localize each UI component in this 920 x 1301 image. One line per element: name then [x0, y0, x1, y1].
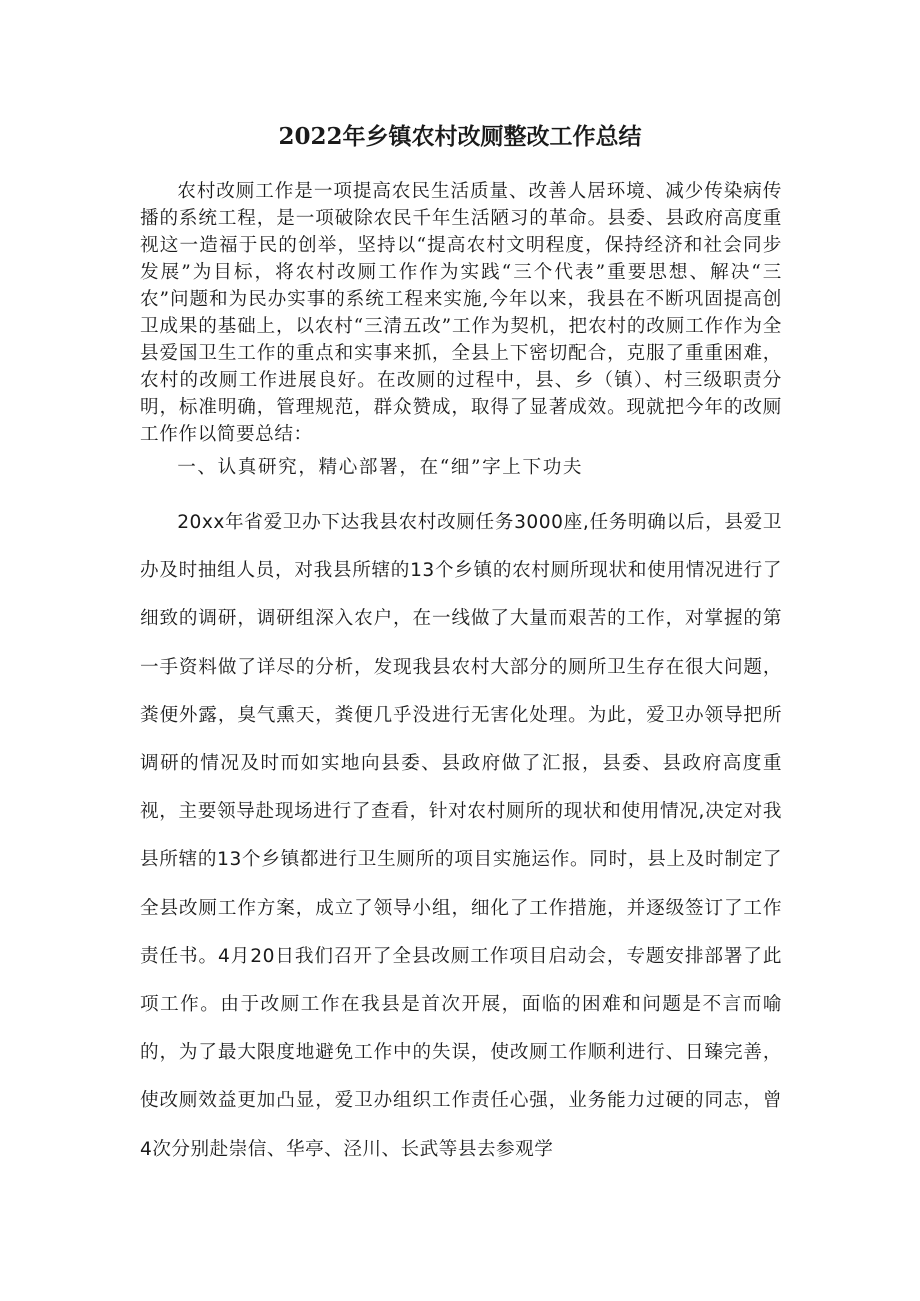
section-heading: 一、认真研究，精心部署，在“细”字上下功夫	[177, 457, 584, 478]
section-paragraph: 20xx年省爱卫办下达我县农村改厕任务3000座,任务明确以后，县爱卫办及时抽组人员，对我县所辖的13个乡镇的农村厕所现状和使用情况进行了细致的调研，调研组深入农户，在一线做了大量而艰苦的工作，对掌握的第一手资料做了详尽的分析，发现我县农村大部分的厕所卫生存在很大问题，粪便外露，臭气熏天，粪便几乎没进行无害化处理。为此，爱卫办领导把所调研的情况及时而如实地向县委、县政府做了汇报，县委、县政府高度重视，主要领导赴现场进行了查看，针对农村厕所的现状和使用情况,决定对我县所辖的13个乡镇都进行卫生厕所的项目实施运作。同时，县上及时制定了全县改厕工作方案，成立了领导小组，细化了工作措施，并逐级签订了工作责任书。4月20日我们召开了全县改厕工作项目启动会，专题安排部署了此项工作。由于改厕工作在我县是首次开展，面临的困难和问题是不言而喻的，为了最大限度地避免工作中的失误，使改厕工作顺利进行、日臻完善，使改厕效益更加凸显，爱卫办组织工作责任心强，业务能力过硬的同志，曾4次分别赴崇信、华亭、泾川、长武等县去参观学	[140, 512, 782, 1160]
intro-paragraph: 农村改厕工作是一项提高农民生活质量、改善人居环境、减少传染病传播的系统工程，是一项破除农民千年生活陋习的革命。县委、县政府高度重视这一造福于民的创举，坚持以“提高农村文明程度，保持经济和社会同步发展”为目标，将农村改厕工作作为实践“三个代表”重要思想、解决“三农”问题和为民办实事的系统工程来实施,今年以来，我县在不断巩固提高创卫成果的基础上，以农村“三清五改”工作为契机，把农村的改厕工作作为全县爱国卫生工作的重点和实事来抓，全县上下密切配合，克服了重重困难，农村的改厕工作进展良好。在改厕的过程中，县、乡（镇）、村三级职责分明，标准明确，管理规范，群众赞成，取得了显著成效。现就把今年的改厕工作作以简要总结：	[140, 181, 782, 445]
document-title: 2022年乡镇农村改厕整改工作总结	[278, 123, 642, 150]
